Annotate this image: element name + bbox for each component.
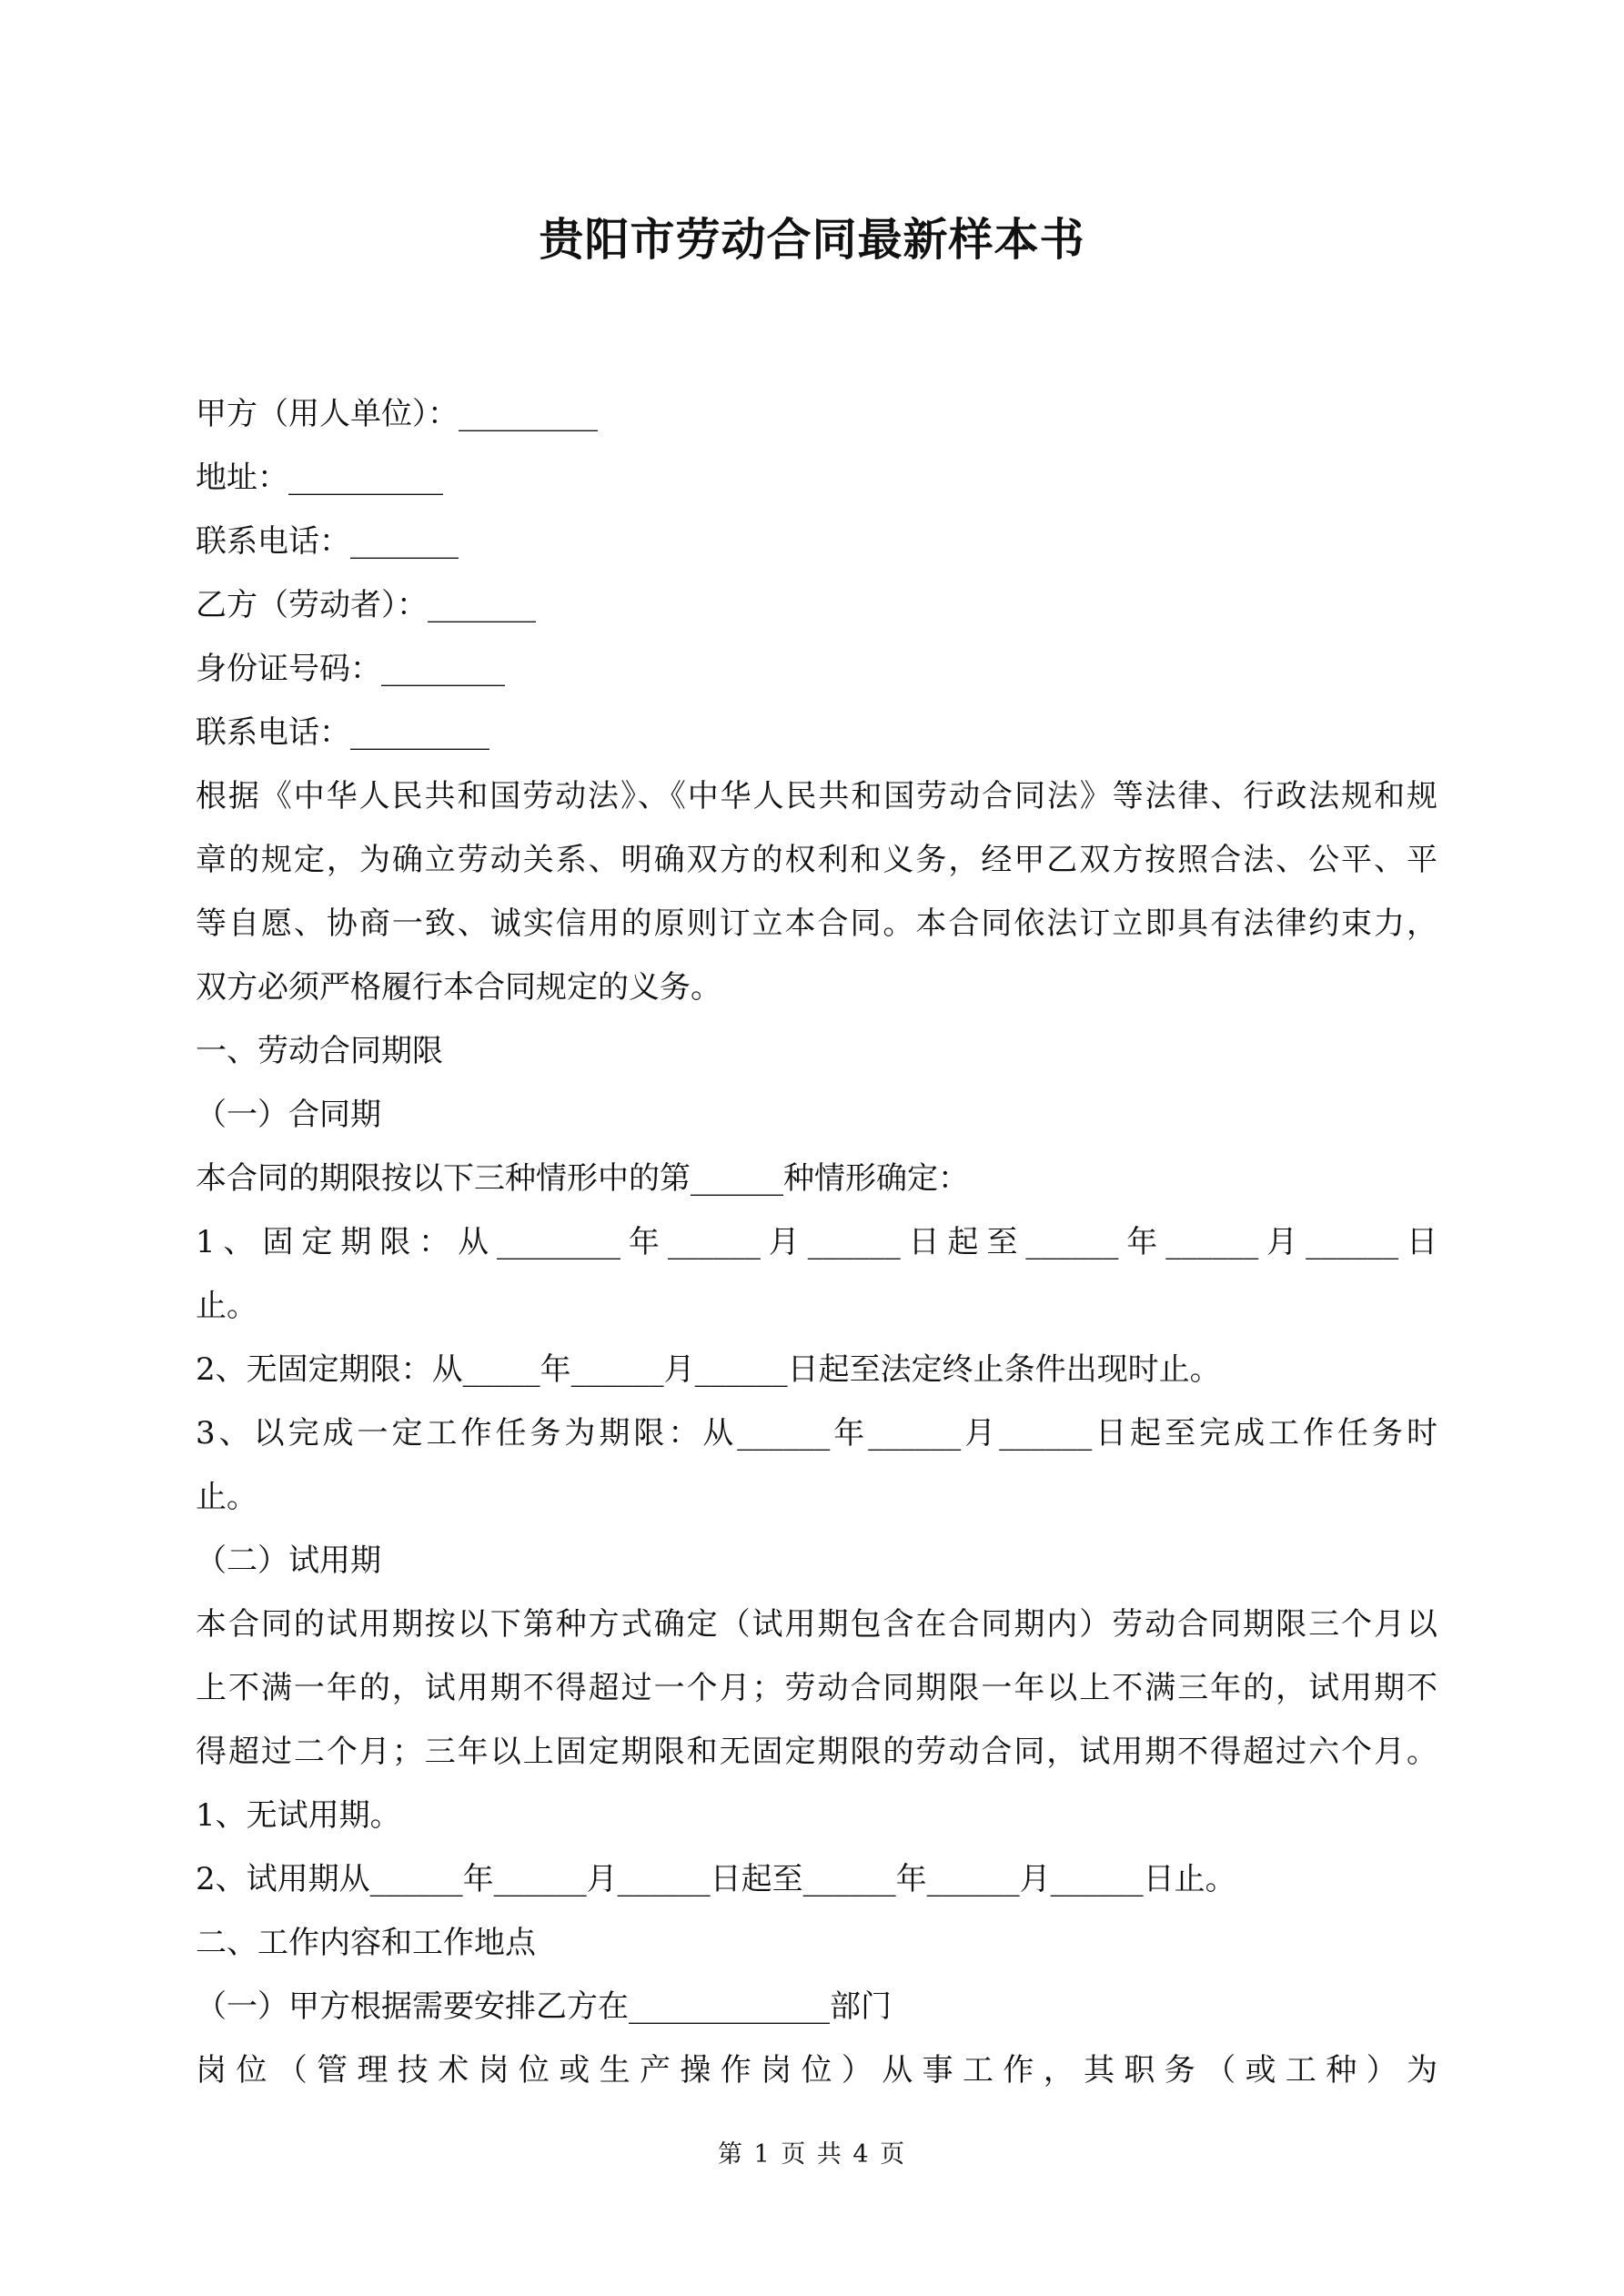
document-title: 贵阳市劳动合同最新样本书: [539, 213, 1085, 266]
party-b-line: 乙方（劳动者）：_______: [196, 587, 536, 623]
clause-line: 上不满一年的，试用期不得超过一个月；劳动合同期限一年以上不满三年的，试用期不: [196, 1670, 1437, 1706]
clause-line: 3、以完成一定工作任务为期限：从______年______月______日起至完成工作任务时: [196, 1415, 1437, 1451]
clause-line: 本合同的试用期按以下第种方式确定（试用期包含在合同期内）劳动合同期限三个月以: [196, 1606, 1437, 1643]
party-b-phone-line: 联系电话：_________: [196, 714, 489, 751]
preamble-line: 章的规定，为确立劳动关系、明确双方的权利和义务，经甲乙双方按照合法、公平、平: [196, 842, 1437, 878]
clause-line: 止。: [196, 1479, 257, 1515]
preamble-line: 双方必须严格履行本合同规定的义务。: [196, 969, 721, 1006]
preamble-line: 根据《中华人民共和国劳动法》、《中华人民共和国劳动合同法》等法律、行政法规和规: [196, 778, 1437, 814]
clause-line: （一）甲方根据需要安排乙方在_____________部门: [196, 1988, 892, 2025]
clause-line: 2、试用期从______年______月______日起至______年______月______日止。: [196, 1861, 1236, 1897]
page-number: 第 1 页 共 4 页: [717, 2140, 907, 2169]
section-heading: 一、劳动合同期限: [196, 1033, 443, 1069]
clause-line: 岗位（管理技术岗位或生产操作岗位）从事工作，其职务（或工种）为: [196, 2052, 1437, 2089]
clause-line: 1、无试用期。: [196, 1797, 401, 1834]
preamble-line: 等自愿、协商一致、诚实信用的原则订立本合同。本合同依法订立即具有法律约束力，: [196, 905, 1437, 942]
party-a-phone-line: 联系电话：_______: [196, 523, 459, 560]
clause-line: 1、固定期限：从________年______月______日起至______年______月______日: [196, 1224, 1437, 1260]
clause-line: 本合同的期限按以下三种情形中的第______种情形确定：: [196, 1160, 969, 1197]
party-a-line: 甲方（用人单位）：_________: [196, 396, 598, 432]
id-number-line: 身份证号码：________: [196, 651, 505, 687]
section-heading: 二、工作内容和工作地点: [196, 1925, 536, 1961]
clause-line: 得超过二个月；三年以上固定期限和无固定期限的劳动合同，试用期不得超过六个月。: [196, 1734, 1437, 1770]
subsection-heading: （一）合同期: [196, 1097, 381, 1133]
subsection-heading: （二）试用期: [196, 1542, 381, 1579]
address-line: 地址：__________: [196, 460, 443, 496]
document-body: [196, 382, 1437, 2102]
clause-line: 止。: [196, 1288, 257, 1324]
clause-line: 2、无固定期限：从_____年______月______日起至法定终止条件出现时止。: [196, 1351, 1221, 1388]
